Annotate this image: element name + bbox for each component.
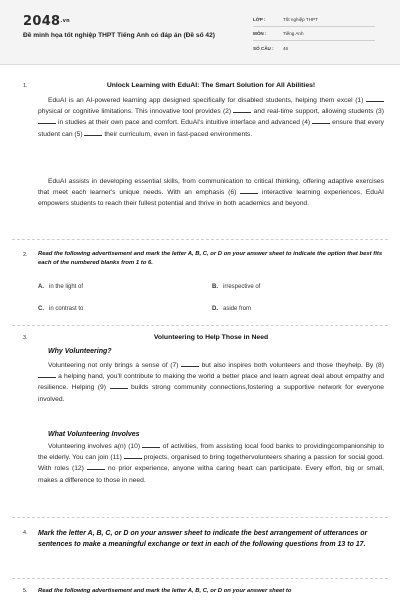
blank-8: [38, 371, 56, 378]
meta-value: 46: [283, 46, 289, 51]
blank-1: [366, 95, 384, 102]
blank-7: [181, 360, 199, 367]
meta-value: Tiếng Anh: [283, 31, 304, 36]
blank-5: [84, 129, 102, 136]
question-separator: [12, 517, 388, 518]
question-instruction: Read the following advertisement and mark the letter A, B, C, or D on your answer sheet to indicate the option that best fits each of the numbered blanks from 1 to 6.: [38, 251, 383, 266]
option-a[interactable]: A. in the light of: [38, 284, 84, 290]
meta-class: [253, 17, 318, 23]
question-number: 4.: [23, 530, 28, 536]
meta-key: MÔN :: [253, 31, 267, 36]
blank-3: [38, 117, 56, 124]
blank-10: [142, 441, 160, 448]
meta-key: SỐ CÂU :: [253, 46, 274, 51]
question-number: 2.: [23, 252, 28, 258]
section-heading: What Volunteering Involves: [48, 431, 140, 438]
meta-subject: [253, 31, 304, 37]
page-header: [0, 0, 400, 65]
question-separator: [12, 578, 388, 579]
divider: [253, 40, 375, 41]
passage-paragraph: Volunteering not only brings a sense of (7) but also inspires both volunteers and those theyhelp. By (8) a helping hand, you'll contribute to making the world a better place and learn agreat deal about empathy and resilience. Helping (9) builds strong community connections,fostering a supportive network for everyone involved.: [38, 362, 385, 403]
blank-12: [87, 463, 105, 470]
option-c[interactable]: C. in contrast to: [38, 306, 84, 312]
blank-6: [240, 187, 258, 194]
passage-paragraph: EduAI is an AI-powered learning app designed specifically for disabled students, helping them excel (1) physical or cognitive limitations. This innovative tool provides (2) and real-time support, allowing students (3) in studies at their own pace and comfort. EduAI's intuitive interface and advanced (4) ensure that every student can (5) their curriculum, even in fast-paced environments.: [38, 97, 384, 138]
passage-paragraph: Volunteering involves a(n) (10) of activities, from assisting local food banks to providingcompanionship to the elderly. You can join (11) projects, organised to bring togethervolunteers sharing a passion for social good. With roles (12) no prior experience, anyone witha caring heart can participate. Every effort, big or small, makes a difference to those in need.: [38, 443, 385, 484]
question-instruction: Read the following advertisement and mark the letter A, B, C, or D on your answer sheet to: [38, 588, 292, 594]
question-number: 1.: [23, 83, 28, 89]
blank-4: [312, 117, 330, 124]
meta-value: Tốt nghiệp THPT: [283, 17, 318, 22]
question-separator: [12, 239, 388, 240]
section-heading: Why Volunteering?: [48, 348, 112, 355]
blank-2: [233, 106, 251, 113]
question-instruction: Mark the letter A, B, C, or D on your answer sheet to indicate the best arrangement of utterances or sentences to make a meaningful exchange or text in each of the following questions from 13 to 17.: [38, 530, 368, 548]
question-number: 5.: [23, 588, 28, 594]
question-separator: [12, 325, 388, 326]
question-number: 3.: [23, 335, 28, 341]
meta-count: [253, 46, 288, 52]
passage-title: Volunteering to Help Those in Need: [153, 334, 269, 341]
option-b[interactable]: B. irrespective of: [212, 284, 261, 290]
logo-text: 2048: [23, 14, 61, 29]
blank-11: [124, 452, 142, 459]
logo-suffix: .vn: [60, 18, 71, 24]
meta-key: LỚP :: [253, 17, 266, 22]
site-logo[interactable]: [23, 14, 70, 29]
document-title: Đề minh họa tốt nghiệp THPT Tiếng Anh có đáp án (Đề số 42): [23, 32, 215, 39]
passage-paragraph: EduAI assists in developing essential skills, from communication to critical thinking, offering adaptive exercises that meet each learner's unique needs. With an emphasis (6) interactive learning experiences, EduAI empowers students to reach their fullest potential and thrive in both academics and beyond.: [38, 178, 384, 208]
divider: [253, 26, 375, 27]
option-d[interactable]: D. aside from: [212, 306, 252, 312]
passage-title: Unlock Learning with EduAI: The Smart Solution for All Abilities!: [106, 82, 316, 89]
blank-9: [110, 382, 128, 389]
